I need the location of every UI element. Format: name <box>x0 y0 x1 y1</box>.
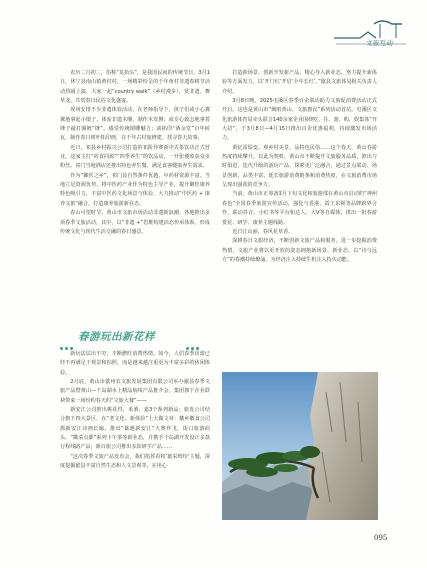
paragraph: 现场安排不少非遗体验活动，在老师指导下，孩子们或小心翼翼地拿起小镊子，体验非遗木雕，制作木发簪；或专心致志地拿着锤子敲打圈链“锤”，感受传统钢雕魅力；或拓印“酒余堂”百年砖瓦，制作春日树叶拓印画，在千年古村旅修建、找寻春天故事。 <box>60 107 210 142</box>
left-column-lower <box>60 350 210 471</box>
paragraph: “这次春季文旅产品发布会，我们指挥看和‘歙采缤纷’主题，深度挖掘歙县丰富自然生态和人文景观等，在用心 <box>60 453 210 470</box>
paragraph: 新玩法层出不穷，不断燃旺消费热情。如今，人们春季出游已经不再满足于观景和拍照，而是越来越注重更为丰富多彩的休闲体验。 <box>60 351 210 376</box>
paragraph: 3月8日晚，2025屯溪区春季百企联动助力文旅促消费活动正式开启。这也是黄山市“烟雨黄山、文旅惠民”系列活动首站。屯溪区文化旅游体育局牵头联合140余家企业围绕吃、住、游、购、娱集体“开大招”，于3月8日—4月15日推出百企优惠福利，持续激发市场活力。 <box>222 98 377 142</box>
paragraph: 打造新场景、创新开发新产品、精心导入新业态、努力提升新体验等方面发力，以‘开门红’开启‘全年长红’。”歙县文旅体局相关负责人介绍。 <box>222 70 377 95</box>
left-column <box>60 69 210 237</box>
subtitle-text: 春游玩出新花样 <box>78 331 155 343</box>
paragraph: 作为“御医之乡”，祁门县自然条件优越，中药材资源丰富。当地立足资源优势，将中医药产业作为特色主导产业，提升御医康养特色吸引力，丰富中医药文化场景与体验，大力推动“中医药 + 康养文旅”融合，打造康养旅游新业态。 <box>60 172 210 207</box>
mountain-pine-illustration <box>222 372 378 520</box>
paragraph: 当前，黄山市正筹备3月下旬文化和旅游部在黄山市启动的“神州春色”全国春季旅游宣传活动，强化与香港、霞王东视等品牌跨界合作，联动抖音、小红书等平台和达人、大V等自媒体，推出一批春游赏花、研学、康养主题线路。 <box>222 191 377 226</box>
paragraph: 黄忆雷鬃变、观乡村美景、品特色民俗……这个春天，黄山春游热度持续攀升，以此为契机，黄山市不断提升文旅服务品质，推出与时俱进、迭代升级的游玩产品，探索更广泛融合，通过景点联动、场景创新、品类丰富，延长旅游消费链条和消费热度，在文旅消费市场呈现出强劲的竞争力。 <box>222 144 377 189</box>
mountain-pine-photo <box>222 372 378 520</box>
paragraph: 近日，祁县乡村振兴公司打造的祁阶异赛新中式茶饮店正式营业。这家主打“药食同源”“四季养生”的饮品店，一开张便收获众多粉丝。祁门当地酒店还推出特色养生餐，满足食客健康养生需求。 <box>60 144 210 170</box>
decorative-dots-icon <box>186 335 201 338</box>
paragraph: 2月底，黄山市歙州农文旅发展集团有限公司举办歙县春季文旅产品暨黄山—千岛湖水上精品航线产品推介会，集团旗下企业联袂带来一场纷约春天的“文旅大餐”—— <box>60 379 210 404</box>
decorative-dots-icon <box>60 335 75 338</box>
paragraph: 近日江山丽，春风花草香。 <box>232 228 294 235</box>
right-column <box>222 69 377 265</box>
page-number: 095 <box>374 534 388 542</box>
paragraph: 新安江公司推出桃花坞、米酒、嘉3个系列新品；旅发公司结合旗下四大景区，在“老文化、新体验”上大做文章：徽乡徽食公司抓新安江诗画长廊，推出“暴遇新安江”大赛作飞、街口旅游码头、“徽菜点都”系列下午茶等新业态，并携手千岛湖开发设计多款行程线路产品；新百旅公司推出多款研学产品…… <box>60 407 210 451</box>
paragraph: 春山可望时节，黄山市文旅市场活动非遗新浪潮，各地推出多项春季文旅活动，其中，以“非遗 +”思维构建活态传承体系，形成传统文化与现代生活交融的春日盛景。 <box>60 210 210 235</box>
section-subtitle <box>60 325 210 347</box>
paragraph: 农历二月初二，俗称“龙抬头”，是我国民间的传统节日。3月1日，休宁县南山镇黄村村，一场精彩纷呈的千年黄村非遗春耕节活动热闹上演，大家一起“country walk”（乡村漫步），赏非遗、舞草龙，共赏春日民俗文化盛宴。 <box>60 70 210 105</box>
section-tag: 文旅互动 <box>366 39 394 47</box>
paragraph: 深耕春日文旅经济，不断创新文旅产品和服务，进一步挖掘消费热情，文旅产业将以更开放的姿态拥抱新场景、新业态、以“诗与远方”的春潮持续燎涌，为经济注入持续生机注入持久动能。 <box>222 238 377 263</box>
